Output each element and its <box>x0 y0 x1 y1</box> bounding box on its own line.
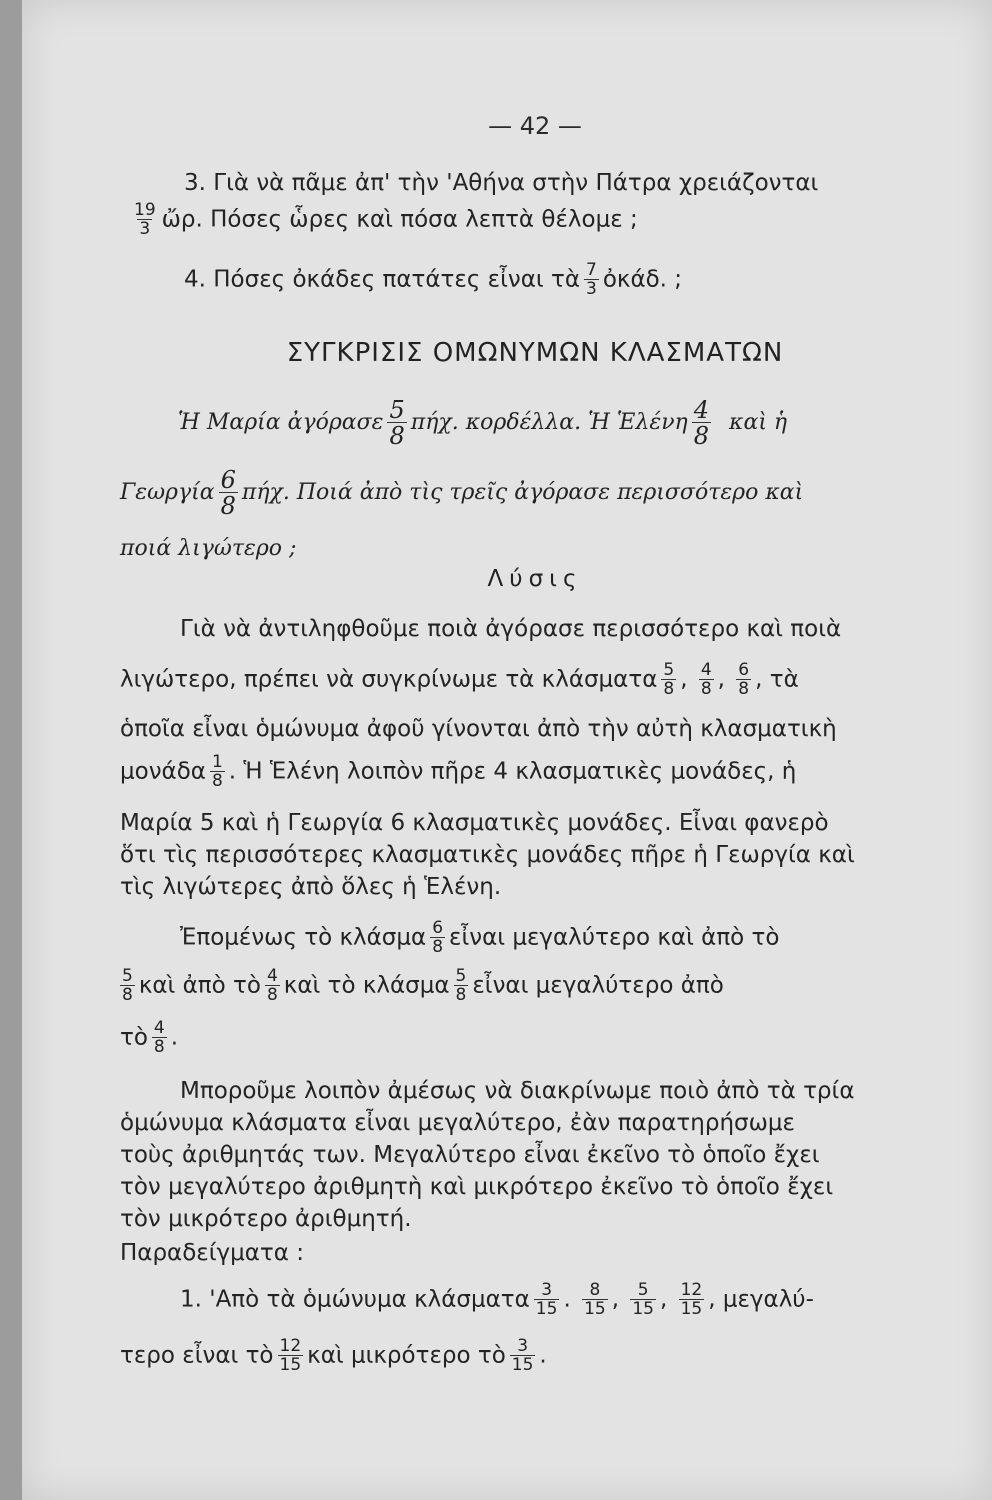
solution-title: Λύσις <box>487 566 583 592</box>
solution-p2-line-2: $\frac{5}{8}$ καὶ ἀπὸ τὸ $\frac{4}{8}$ καὶ τὸ κλάσμα $\frac{5}{8}$ εἶναι μεγαλύτερο ἀπὸ <box>122 966 724 1005</box>
problem-line-3: ποιά λιγώτερο ; <box>120 536 297 561</box>
fraction: $\frac{12}{15}$ <box>680 1280 703 1319</box>
solution-p3-line-5: τὸν μικρότερο ἀριθμητή. <box>120 1206 412 1232</box>
fraction: $\frac{4}{8}$ <box>693 396 710 450</box>
example-1-line-2: τερο εἶναι τὸ $\frac{12}{15}$ καὶ μικρότερο τὸ $\frac{3}{15}$ . <box>120 1336 547 1375</box>
problem-line-1: Ἡ Μαρία ἀγόρασε $\frac{5}{8}$ πήχ. κορδέλλα. Ἡ Ἑλένη $\frac{4}{8}$ καὶ ἡ <box>178 396 788 450</box>
page-number: — 42 — <box>488 112 582 140</box>
fraction: $\frac{3}{15}$ <box>511 1336 534 1375</box>
fraction: $\frac{5}{15}$ <box>632 1280 654 1319</box>
fraction: $\frac{6}{8}$ <box>220 466 236 520</box>
fraction: $\frac{5}{8}$ <box>455 966 467 1005</box>
fraction: $\frac{1}{8}$ <box>211 752 223 791</box>
fraction: $\frac{12}{15}$ <box>279 1336 302 1375</box>
exercise-4: 4. Πόσες ὀκάδες πατάτες εἶναι τὰ $\frac{7}{3}$ ὀκάδ. ; <box>184 260 683 299</box>
solution-p1-line-3: ὁποῖα εἶναι ὁμώνυμα ἀφοῦ γίνονται ἀπὸ τὴν αὐτὴ κλασματικὴ <box>120 716 837 742</box>
solution-p2-line-1: Ἐπομένως τὸ κλάσμα $\frac{6}{8}$ εἶναι μεγαλύτερο καὶ ἀπὸ τὸ <box>180 918 780 957</box>
fraction: $\frac{3}{15}$ <box>535 1280 558 1319</box>
solution-p1-line-5: Μαρία 5 καὶ ἡ Γεωργία 6 κλασματικὲς μονάδες. Εἶναι φανερὸ <box>120 810 829 836</box>
solution-p1-line-4: μονάδα $\frac{1}{8}$ . Ἡ Ἑλένη λοιπὸν πῆρε 4 κλασματικὲς μονάδες, ἡ <box>120 752 797 791</box>
section-heading: ΣΥΓΚΡΙΣΙΣ ΟΜΩΝΥΜΩΝ ΚΛΑΣΜΑΤΩΝ <box>286 338 784 368</box>
solution-p3-line-3: τοὺς ἀριθμητάς των. Μεγαλύτερο εἶναι ἐκεῖνο τὸ ὁποῖο ἔχει <box>120 1142 820 1168</box>
fraction: $\frac{5}{8}$ <box>389 396 405 450</box>
fraction: $\frac{4}{8}$ <box>153 1018 165 1057</box>
fraction: $\frac{8}{15}$ <box>584 1280 606 1319</box>
fraction: $\frac{5}{8}$ <box>122 966 133 1005</box>
solution-p1-line-1: Γιὰ νὰ ἀντιληφθοῦμε ποιὰ ἀγόρασε περισσότερο καὶ ποιὰ <box>180 616 842 642</box>
fraction: $\frac{6}{8}$ <box>432 918 444 957</box>
solution-p1-line-6: ὅτι τὶς περισσότερες κλασματικὲς μονάδες πῆρε ἡ Γεωργία καὶ <box>120 842 855 868</box>
fraction: $\frac{7}{3}$ <box>585 260 597 299</box>
solution-p1-line-7: τὶς λιγώτερες ἀπὸ ὅλες ἡ Ἑλένη. <box>120 874 502 900</box>
solution-p2-line-3: τὸ $\frac{4}{8}$ . <box>120 1018 179 1057</box>
fraction: $\frac{4}{8}$ <box>700 660 712 699</box>
fraction: $\frac{4}{8}$ <box>266 966 278 1005</box>
solution-p3-line-2: ὁμώνυμα κλάσματα εἶναι μεγαλύτερο, ἐὰν παρατηρήσωμε <box>120 1110 795 1136</box>
examples-title: Παραδείγματα : <box>120 1240 304 1266</box>
solution-p3-line-1: Μποροῦμε λοιπὸν ἀμέσως νὰ διακρίνωμε ποιὸ ἀπὸ τὰ τρία <box>180 1078 855 1104</box>
exercise-3-line-2: $\frac{19}{3}$ ὤρ. Πόσες ὧρες καὶ πόσα λεπτὰ θέλομε ; <box>134 200 638 239</box>
example-1-line-1: 1. 'Απὸ τὰ ὁμώνυμα κλάσματα $\frac{3}{15}$ . $\frac{8}{15}$ , $\frac{5}{15}$ , $\frac{12}{15}$ , μεγαλύ- <box>180 1280 814 1319</box>
solution-p3-line-4: τὸν μεγαλύτερο ἀριθμητὴ καὶ μικρότερο ἐκεῖνο τὸ ὁποῖο ἔχει <box>120 1174 834 1200</box>
fraction: $\frac{6}{8}$ <box>738 660 750 699</box>
solution-p1-line-2: λιγώτερο, πρέπει νὰ συγκρίνωμε τὰ κλάσματα $\frac{5}{8}$ , $\frac{4}{8}$ , $\frac{6}{8}$ , τὰ <box>120 660 799 699</box>
exercise-3-line-1: 3. Γιὰ νὰ πᾶμε ἀπ' τὴν 'Αθήνα στὴν Πάτρα χρειάζονται <box>184 170 819 196</box>
problem-line-2: Γεωργία $\frac{6}{8}$ πήχ. Ποιά ἀπὸ τὶς τρεῖς ἀγόρασε περισσότερο καὶ <box>120 466 804 520</box>
fraction: $\frac{5}{8}$ <box>663 660 675 699</box>
fraction: $\frac{19}{3}$ <box>134 200 156 239</box>
